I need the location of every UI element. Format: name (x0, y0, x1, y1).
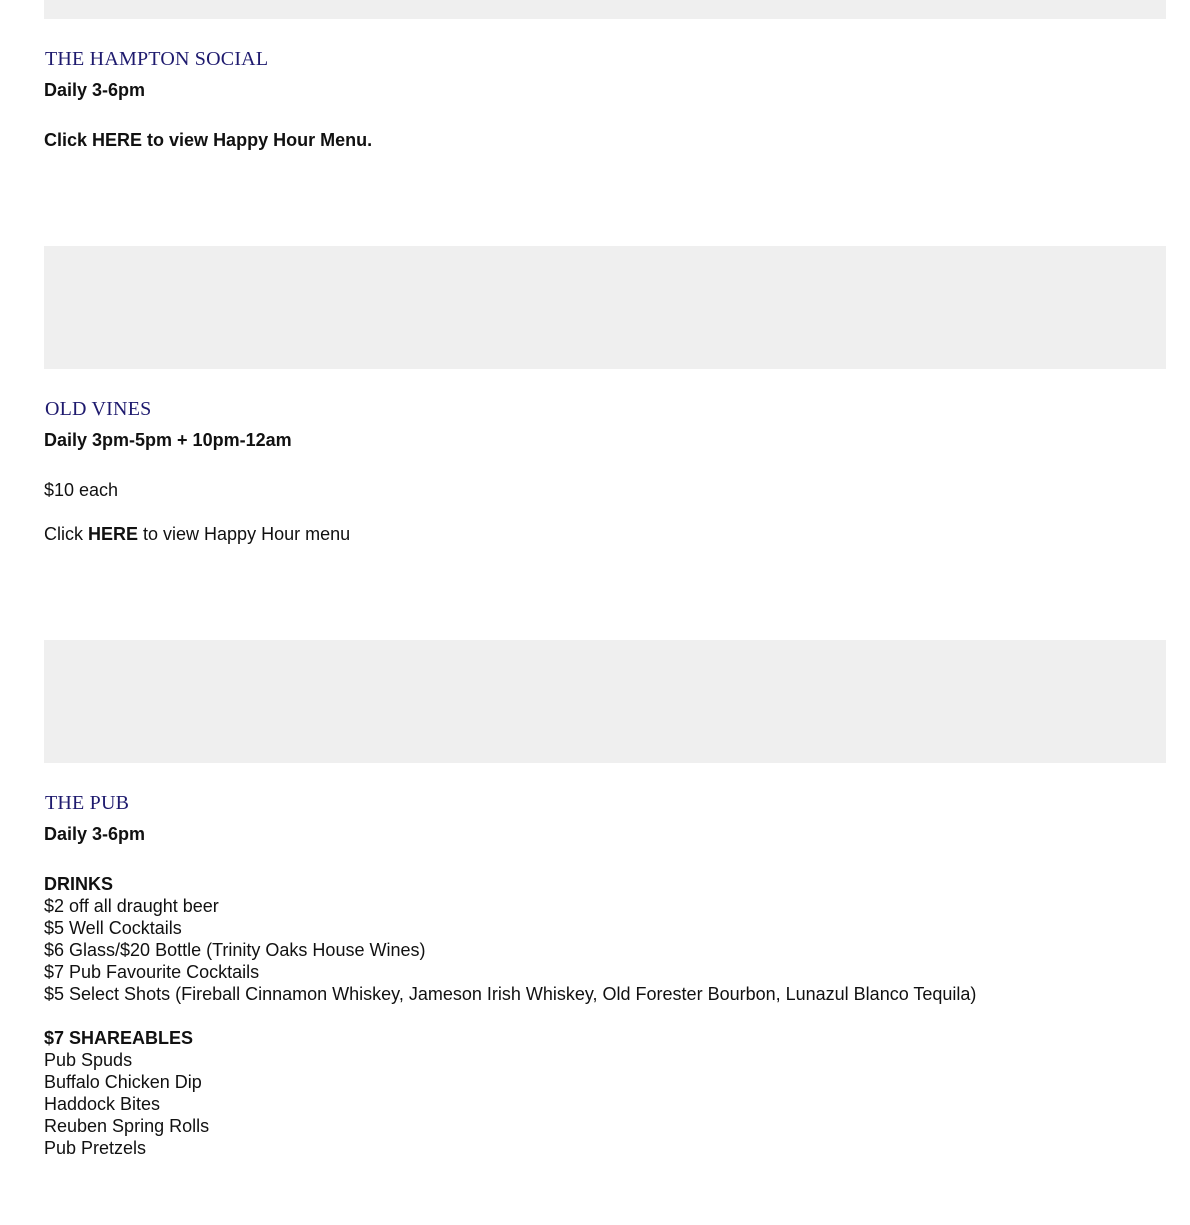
link-suffix: to view Happy Hour menu (138, 524, 351, 544)
venue-image-old-vines (44, 246, 1166, 369)
list-item: Pub Pretzels (44, 1138, 147, 1158)
list-item: Haddock Bites (44, 1094, 161, 1114)
happy-hour-menu-link-line-old-vines (44, 523, 350, 545)
list-item: Pub Spuds (44, 1050, 133, 1070)
happy-hour-menu-link-old-vines[interactable]: HERE (88, 524, 139, 544)
link-suffix: to view Happy Hour Menu. (142, 130, 373, 150)
shareables-list (44, 1049, 209, 1159)
drinks-heading: DRINKS (44, 874, 114, 894)
list-item: Reuben Spring Rolls (44, 1116, 210, 1136)
drinks-list (44, 895, 976, 1005)
link-prefix: Click (44, 130, 93, 150)
venue-title-the-pub: THE PUB (45, 792, 130, 814)
shareables-heading: $7 SHAREABLES (44, 1028, 194, 1048)
happy-hour-menu-link-line-hampton-social (44, 129, 372, 151)
list-item: Buffalo Chicken Dip (44, 1072, 202, 1092)
list-item: $5 Select Shots (Fireball Cinnamon Whiskey, Jameson Irish Whiskey, Old Forester Bourbon, Lunazul Blanco Tequila) (44, 984, 977, 1004)
venue-title-hampton-social: THE HAMPTON SOCIAL (45, 48, 269, 70)
venue-hours-old-vines: Daily 3pm-5pm + 10pm-12am (44, 430, 292, 450)
venue-image-the-pub (44, 640, 1166, 763)
price-note-old-vines: $10 each (44, 480, 119, 500)
list-item: $5 Well Cocktails (44, 918, 182, 938)
venue-image-hampton-social (44, 0, 1166, 19)
venue-title-old-vines: OLD VINES (45, 398, 152, 420)
venue-hours-the-pub: Daily 3-6pm (44, 824, 146, 844)
list-item: $6 Glass/$20 Bottle (Trinity Oaks House Wines) (44, 940, 426, 960)
list-item: $2 off all draught beer (44, 896, 219, 916)
venue-hours-hampton-social: Daily 3-6pm (44, 80, 146, 100)
link-prefix: Click (44, 524, 88, 544)
happy-hour-menu-link-hampton-social[interactable]: HERE (92, 130, 143, 150)
list-item: $7 Pub Favourite Cocktails (44, 962, 260, 982)
